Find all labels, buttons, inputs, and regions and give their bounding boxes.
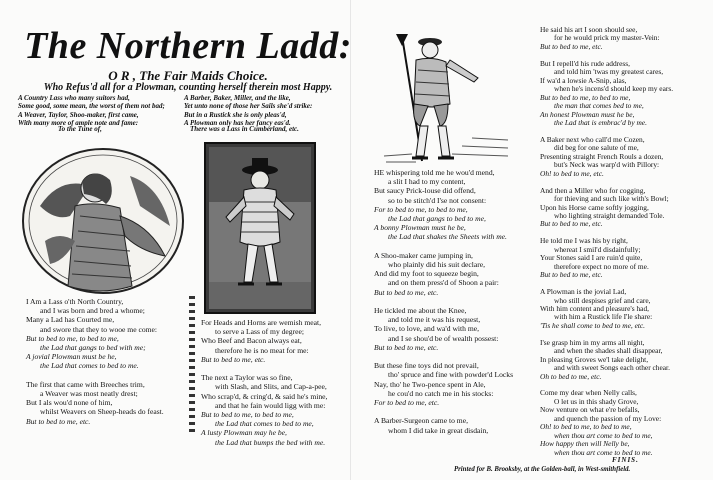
verse-line: with him a Rustick life I'le share: <box>554 312 653 322</box>
verse-line: A Baker next who call'd me Cozen, <box>540 134 645 144</box>
stanza-break <box>374 407 513 416</box>
verse-line: who still despises grief and care, <box>554 295 651 305</box>
verse-line: To live, to love, and wa'd with me, <box>374 324 480 334</box>
verse-line: But I repell'd his rude address, <box>540 58 630 68</box>
woodcut-plowman <box>382 26 510 166</box>
verse-line: the Lad that bumps the bed with me. <box>215 437 326 447</box>
verse-line: tho' spruce and fine with powder'd Locks <box>388 370 514 380</box>
verse-line: when thou art come to bed to me, <box>554 430 653 440</box>
verse-line: Nay, tho' he Two-pence spent in Ale, <box>374 379 486 389</box>
intro-line: With many more of ample note and fame: <box>18 118 139 127</box>
tune-label: To the Tune of, <box>58 125 102 133</box>
stanza-break <box>374 242 513 251</box>
verse-line: did beg for one salute of me, <box>554 143 639 153</box>
verse-line: Who scrap'd, & cring'd, & said he's mine, <box>201 391 328 401</box>
stanza-break <box>26 371 164 380</box>
verse-line: and quench the passion of my Love: <box>554 413 662 423</box>
verse-line: Oh! to bed to me, etc. <box>540 168 604 178</box>
verse-line: and when the shades shall disappear, <box>554 346 663 356</box>
woodcut-gentleman <box>204 142 316 314</box>
verse-line: Upon his Horse came softly jogging, <box>540 202 649 212</box>
verse-line: A Barber-Surgeon came to me, <box>374 416 468 426</box>
verse-line: But saucy Prick-louse did offend, <box>374 186 476 196</box>
verse-line: when he's incens'd should keep my ears. <box>554 84 674 94</box>
verse-line: A Plowman is the jovial Lad, <box>540 287 627 297</box>
verse-line: But to bed to me, etc. <box>540 270 603 280</box>
verse-line: Your Stones said I are ruin'd quite, <box>540 253 643 263</box>
verse-line: The next a Taylor was so fine, <box>201 373 293 383</box>
verse-line: But to bed to me, to bed to me, <box>26 333 119 343</box>
verse-line: And then a Miller who for cogging, <box>540 185 646 195</box>
verse-line: who lighting straight demanded Tole. <box>554 210 665 220</box>
verse-line: For Heads and Horns are wemish meat, <box>201 318 321 327</box>
verse-line: In pleasing Groves we'l take delight, <box>540 354 649 364</box>
verse-column-4 <box>540 26 673 457</box>
verse-column-1 <box>26 297 164 426</box>
verse-line: But I als wou'd none of him, <box>26 398 113 408</box>
verse-line: whom I did take in great disdain, <box>388 425 489 435</box>
verse-line: when thou art come to bed to me. <box>554 447 653 457</box>
verse-line: a slit I had to my content, <box>388 177 466 187</box>
verse-line: the Lad that gangs to bed with me; <box>40 343 146 353</box>
verse-line: Who Beef and Bacon always eat, <box>201 336 302 346</box>
verse-line: Now venture on what e're befalls, <box>540 405 640 415</box>
verse-line: For to bed to me, to bed to me, <box>374 204 468 214</box>
verse-line: A lusty Plowman may he be, <box>201 428 287 438</box>
verse-line: who plainly did his suit declare, <box>388 260 486 270</box>
intro-verse-left <box>18 94 165 127</box>
verse-line: And did my foot to squeeze begin, <box>374 269 479 279</box>
verse-line: The first that came with Breeches trim, <box>26 379 145 389</box>
verse-line: 'Tis he shall come to bed to me, etc. <box>540 320 646 330</box>
verse-line: Oh to bed to me, etc. <box>540 371 602 381</box>
verse-line: A bonny Plowman must he be, <box>374 223 466 233</box>
verse-line: Presenting straight French Rouls a dozen, <box>540 151 664 161</box>
decorative-rule <box>189 296 195 436</box>
tune-name: There was a Lass in Cumberland, etc. <box>190 125 299 133</box>
verse-line: the Lad that gangs to bed to me, <box>388 214 486 224</box>
verse-line: with Slash, and Slits, and Cap-a-pee, <box>215 382 327 392</box>
verse-line: But to bed to me, etc. <box>540 41 603 51</box>
verse-line: Come my dear when Nelly calls, <box>540 388 637 398</box>
verse-line: for thieving and such like with's Bowl; <box>554 194 669 204</box>
verse-line: and swore that they to wooe me come: <box>40 324 158 334</box>
stanza-break <box>374 297 513 306</box>
verse-line: But to bed to me, to bed to me, <box>201 410 294 420</box>
verse-line: But to bed to me, etc. <box>540 219 603 229</box>
verse-line: How happy then will Nelly be, <box>540 439 630 449</box>
verse-line: and told me it was his request, <box>388 315 481 325</box>
verse-line: so to be stitch'd I'se not consent: <box>388 195 487 205</box>
intro-line: A Country Lass who many suitors had, <box>18 94 130 102</box>
printer-imprint: Printed for B. Brooksby, at the Golden-ball, in West-smithfield. <box>454 466 631 473</box>
verse-line: a Weaver was most neatly drest; <box>40 389 138 399</box>
verse-line: For to bed to me, etc. <box>374 398 440 408</box>
verse-line: and I se shou'd be of wealth possest: <box>388 333 499 343</box>
verse-line: and with sweet Songs each other chear. <box>554 363 670 373</box>
verse-line: he cou'd no catch me in his stocks: <box>388 388 494 398</box>
ballad-tagline: Who Refus'd all for a Plowman, counting herself therein most Happy. <box>43 82 333 93</box>
verse-line: But to bed to me, etc. <box>374 287 439 297</box>
verse-line: the Lad that comes to bed to me, <box>215 419 314 429</box>
intro-line: A Plowman only has her fancy eas'd. <box>184 118 291 127</box>
verse-line: HE whispering told me he wou'd mend, <box>374 168 495 177</box>
woodcut-lady-portrait <box>20 146 186 296</box>
ballad-subtitle: O R , The Fair Maids Choice. <box>108 68 268 83</box>
intro-line: But in a Rustick she is only pleas'd, <box>184 110 287 119</box>
verse-line: A jovial Plowman must be he, <box>26 352 117 362</box>
ballad-title: The Northern Ladd: <box>24 25 352 67</box>
intro-line: Yet unto none of those her Sails she'd strike: <box>184 102 313 111</box>
verse-line: the man that comes bed to me, <box>554 101 644 111</box>
verse-line: O let us in this shady Grove, <box>554 396 639 406</box>
stanza-break <box>374 352 513 361</box>
verse-line: But to bed to me, etc. <box>201 354 266 364</box>
verse-line: to serve a Lass of my degree; <box>215 327 304 337</box>
verse-line: A Shoo-maker came jumping in, <box>374 250 473 260</box>
verse-line: therefore expect no more of me. <box>554 261 649 271</box>
verse-line: therefore he is no meat for me: <box>215 345 309 355</box>
finis-mark: FINIS. <box>612 456 639 464</box>
verse-line: for he would prick my master-Vein: <box>554 33 660 43</box>
verse-line: But to bed to me, etc. <box>374 342 439 352</box>
verse-column-3 <box>374 168 513 435</box>
verse-line: With him content and pleasure's had, <box>540 303 649 313</box>
verse-line: He told me I was his by right, <box>540 236 628 246</box>
verse-line: If wa'd a lowsie A-Snip, alas, <box>540 75 627 85</box>
verse-line: the Lad that is embrac'd by me. <box>554 117 647 127</box>
verse-line: But to bed to me, etc. <box>26 416 91 426</box>
verse-line: Many a Lad has Courted me, <box>26 315 115 325</box>
verse-line: He said his art I soon should see, <box>540 25 638 34</box>
verse-line: But these fine toys did not prevail, <box>374 361 479 371</box>
verse-line: I Am a Lass o'th North Country, <box>26 297 124 306</box>
verse-line: the Lad that shakes the Sheets with me. <box>388 232 507 242</box>
verse-line: An honest Plowman must he be, <box>540 109 635 119</box>
intro-verse-right <box>184 94 312 127</box>
verse-line: and told him 'twas my greatest cares, <box>554 67 664 77</box>
intro-line: Some good, some mean, the worst of them not bad; <box>18 102 165 111</box>
verse-line: and that he fain would ligg with me: <box>215 400 326 410</box>
verse-line: and I was born and bred a whome; <box>40 306 145 316</box>
verse-line: Oh! to bed to me, to bed to me, <box>540 422 632 432</box>
verse-column-2 <box>201 318 327 447</box>
stanza-break <box>201 364 327 373</box>
verse-line: But to bed to me, to bed to me, <box>540 92 631 102</box>
verse-line: but's Neck was warp'd with Pillory: <box>554 160 660 170</box>
verse-line: and on them press'd of Shoon a pair: <box>388 278 499 288</box>
intro-line: A Weaver, Taylor, Shoo-maker, first came, <box>18 110 139 119</box>
intro-line: A Barber, Baker, Miller, and the like, <box>184 94 291 102</box>
verse-line: He tickled me about the Knee, <box>374 306 467 316</box>
verse-line: the Lad that comes to bed to me. <box>40 361 139 371</box>
verse-line: whereat I smil'd disdainfully; <box>554 244 641 254</box>
verse-line: whilst Weavers on Sheep-heads do feast. <box>40 407 164 417</box>
verse-line: I'se grasp him in my arms all night, <box>540 337 645 347</box>
